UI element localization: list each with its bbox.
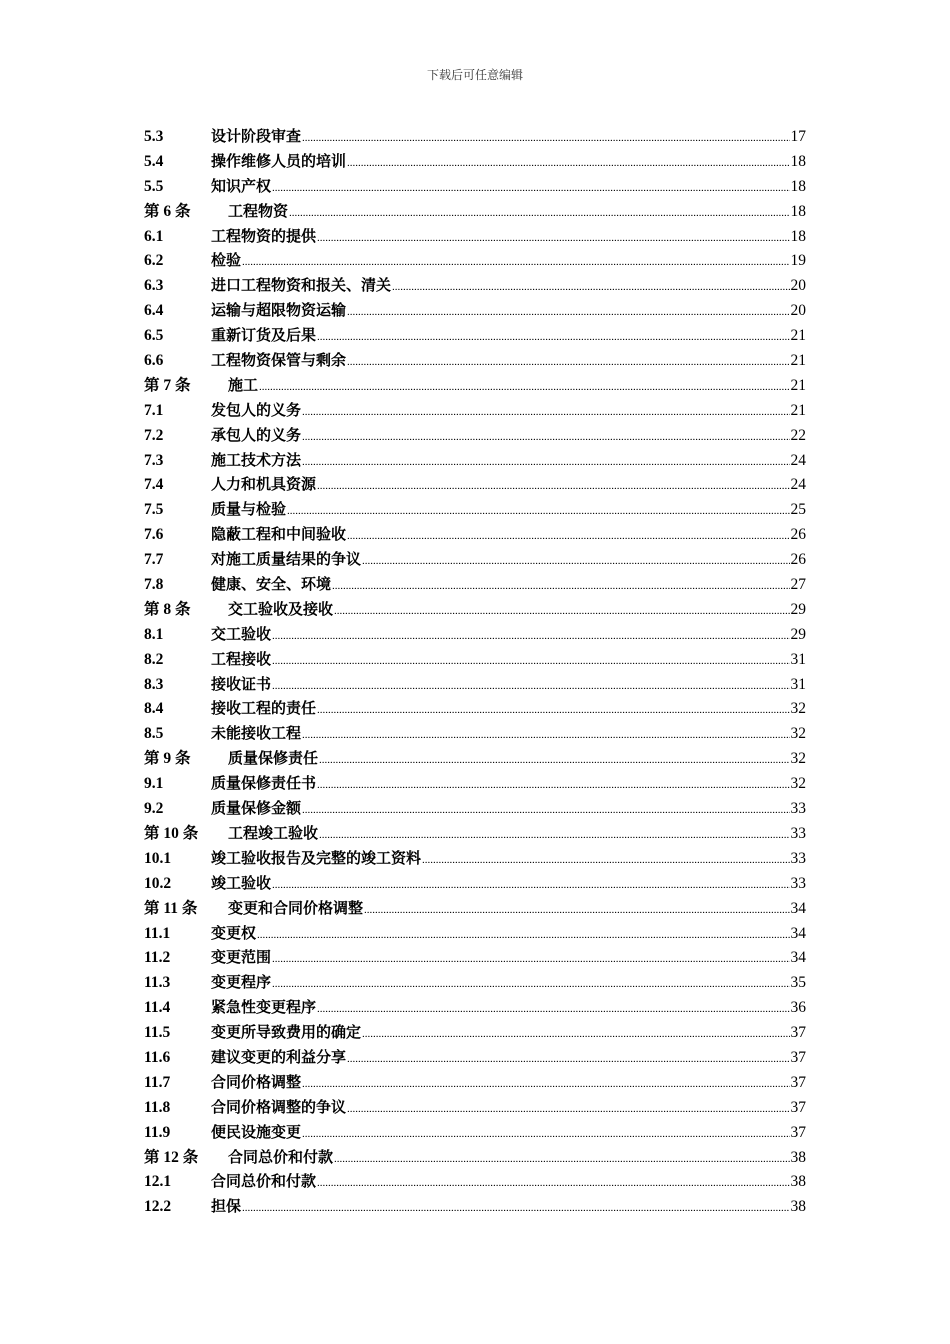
toc-dot-leader [302, 450, 789, 475]
toc-entry-page-number: 18 [790, 227, 806, 245]
toc-entry-number: 7.8 [144, 576, 164, 594]
toc-entry-page-number: 38 [790, 1148, 806, 1166]
toc-entry-title: 隐蔽工程和中间验收 [211, 525, 347, 544]
toc-entry[interactable] [144, 547, 806, 572]
toc-entry-number: 10.2 [144, 874, 172, 892]
toc-entry-number: 11.1 [144, 924, 171, 942]
toc-entry-page-number: 34 [790, 899, 806, 917]
toc-dot-leader [272, 674, 789, 699]
toc-entry[interactable] [144, 398, 806, 423]
toc-dot-leader [317, 474, 789, 499]
toc-entry[interactable] [144, 871, 806, 896]
toc-dot-leader [347, 524, 789, 549]
toc-entry-number: 6.5 [144, 327, 164, 345]
toc-entry-page-number: 31 [790, 675, 806, 693]
toc-dot-leader [317, 773, 789, 798]
toc-dot-leader [272, 176, 789, 201]
toc-entry-number: 11.5 [144, 1024, 171, 1042]
toc-dot-leader [242, 1196, 789, 1221]
toc-entry[interactable] [144, 448, 806, 473]
toc-entry-page-number: 36 [790, 999, 806, 1017]
toc-entry-title: 施工技术方法 [211, 450, 302, 469]
toc-dot-leader [347, 350, 789, 375]
toc-entry[interactable] [144, 696, 806, 721]
toc-entry[interactable] [144, 945, 806, 970]
toc-entry-title: 合同价格调整 [211, 1072, 302, 1091]
toc-dot-leader [302, 425, 789, 450]
toc-entry-page-number: 25 [790, 501, 806, 519]
toc-chapter-entry[interactable] [144, 746, 806, 771]
toc-entry-number: 8.3 [144, 675, 164, 693]
toc-entry-title: 合同总价和付款 [211, 1172, 317, 1191]
toc-entry-title: 竣工验收 [211, 873, 272, 892]
toc-entry-page-number: 38 [790, 1173, 806, 1191]
toc-chapter-entry[interactable] [144, 821, 806, 846]
toc-entry-page-number: 31 [790, 650, 806, 668]
toc-entry-title: 工程物资保管与剩余 [211, 351, 347, 370]
toc-entry[interactable] [144, 1095, 806, 1120]
toc-entry[interactable] [144, 771, 806, 796]
toc-entry-page-number: 26 [790, 526, 806, 544]
toc-entry-number: 7.3 [144, 451, 164, 469]
toc-dot-leader [272, 649, 789, 674]
toc-dot-leader [364, 898, 789, 923]
toc-entry-title: 知识产权 [211, 176, 272, 195]
toc-entry-page-number: 19 [790, 252, 806, 270]
toc-entry-number: 12.1 [144, 1173, 172, 1191]
toc-dot-leader [302, 1072, 789, 1097]
toc-entry-page-number: 33 [790, 824, 806, 842]
toc-entry-page-number: 32 [790, 775, 806, 793]
toc-dot-leader [362, 549, 789, 574]
toc-entry-number: 7.2 [144, 426, 164, 444]
toc-entry-page-number: 18 [790, 202, 806, 220]
toc-entry-page-number: 37 [790, 1048, 806, 1066]
toc-dot-leader [317, 997, 789, 1022]
toc-entry[interactable] [144, 921, 806, 946]
toc-entry[interactable] [144, 1194, 806, 1219]
toc-entry[interactable] [144, 1045, 806, 1070]
toc-entry-title: 变更程序 [211, 973, 272, 992]
toc-dot-leader [317, 226, 789, 251]
toc-entry-number: 第 7 条 [144, 376, 191, 394]
toc-entry-number: 第 8 条 [144, 600, 191, 618]
toc-entry-title: 重新订货及后果 [211, 326, 317, 345]
toc-chapter-entry[interactable] [144, 373, 806, 398]
toc-entry[interactable] [144, 1120, 806, 1145]
toc-entry[interactable] [144, 348, 806, 373]
toc-dot-leader [272, 972, 789, 997]
toc-dot-leader [302, 126, 789, 151]
toc-entry-page-number: 37 [790, 1024, 806, 1042]
toc-entry-title: 施工 [228, 375, 259, 394]
toc-entry-number: 11.4 [144, 999, 171, 1017]
toc-dot-leader [272, 624, 789, 649]
toc-entry[interactable] [144, 298, 806, 323]
toc-entry-title: 发包人的义务 [211, 400, 302, 419]
toc-entry-number: 第 6 条 [144, 202, 191, 220]
toc-dot-leader [272, 873, 789, 898]
toc-dot-leader [319, 823, 789, 848]
toc-entry-number: 5.5 [144, 177, 164, 195]
toc-entry-number: 8.4 [144, 700, 164, 718]
toc-entry-page-number: 32 [790, 750, 806, 768]
toc-entry-number: 7.1 [144, 401, 164, 419]
toc-entry-title: 变更所导致费用的确定 [211, 1023, 362, 1042]
toc-entry-title: 对施工质量结果的争议 [211, 550, 362, 569]
toc-entry-number: 5.3 [144, 128, 164, 145]
toc-entry-number: 5.4 [144, 152, 164, 170]
toc-entry-page-number: 21 [790, 327, 806, 345]
toc-entry-title: 质量保修责任 [228, 749, 319, 768]
toc-dot-leader [272, 947, 789, 972]
toc-entry[interactable] [144, 622, 806, 647]
toc-entry[interactable] [144, 522, 806, 547]
toc-dot-leader [317, 1171, 789, 1196]
toc-entry-title: 人力和机具资源 [211, 475, 317, 494]
toc-chapter-entry[interactable] [144, 896, 806, 921]
toc-entry-number: 8.2 [144, 650, 164, 668]
toc-entry[interactable] [144, 572, 806, 597]
toc-dot-leader [317, 698, 789, 723]
toc-entry-title: 交工验收及接收 [228, 599, 334, 618]
toc-entry-number: 11.6 [144, 1048, 171, 1066]
toc-entry-page-number: 35 [790, 974, 806, 992]
toc-entry-number: 第 9 条 [144, 750, 191, 768]
toc-entry[interactable] [144, 423, 806, 448]
toc-dot-leader [332, 574, 789, 599]
toc-entry-title: 工程物资的提供 [211, 226, 317, 245]
toc-entry-number: 7.5 [144, 501, 164, 519]
toc-entry-number: 8.1 [144, 625, 164, 643]
toc-dot-leader [334, 1147, 789, 1172]
toc-dot-leader [302, 798, 789, 823]
toc-entry-page-number: 18 [790, 177, 806, 195]
toc-dot-leader [317, 325, 789, 350]
toc-dot-leader [334, 599, 789, 624]
toc-entry[interactable] [144, 124, 806, 149]
toc-entry-number: 7.4 [144, 476, 164, 494]
toc-entry-number: 6.4 [144, 302, 164, 320]
toc-entry-title: 变更范围 [211, 948, 272, 967]
toc-entry-page-number: 20 [790, 277, 806, 295]
toc-entry-title: 接收工程的责任 [211, 699, 317, 718]
toc-dot-leader [347, 151, 789, 176]
toc-dot-leader [319, 748, 789, 773]
toc-entry-number: 第 10 条 [144, 824, 199, 842]
toc-entry-number: 9.1 [144, 775, 164, 793]
toc-dot-leader [259, 375, 789, 400]
toc-entry-title: 交工验收 [211, 624, 272, 643]
toc-entry-page-number: 29 [790, 600, 806, 618]
toc-entry-page-number: 20 [790, 302, 806, 320]
toc-dot-leader [422, 848, 789, 873]
toc-entry[interactable] [144, 995, 806, 1020]
toc-entry-title: 操作维修人员的培训 [211, 151, 347, 170]
toc-entry-number: 第 12 条 [144, 1148, 199, 1166]
toc-entry-number: 6.1 [144, 227, 164, 245]
toc-entry-title: 便民设施变更 [211, 1122, 302, 1141]
toc-dot-leader [289, 201, 789, 226]
toc-entry-page-number: 37 [790, 1073, 806, 1091]
toc-entry-number: 11.7 [144, 1073, 171, 1091]
toc-entry-page-number: 38 [790, 1198, 806, 1216]
toc-entry-title: 变更权 [211, 923, 257, 942]
toc-entry-title: 运输与超限物资运输 [211, 301, 347, 320]
toc-entry[interactable] [144, 472, 806, 497]
table-of-contents [144, 124, 806, 1219]
toc-entry-page-number: 32 [790, 700, 806, 718]
toc-entry-page-number: 34 [790, 949, 806, 967]
toc-entry[interactable] [144, 721, 806, 746]
toc-entry-title: 合同总价和付款 [228, 1147, 334, 1166]
toc-entry-title: 质量保修责任书 [211, 774, 317, 793]
toc-entry-title: 接收证书 [211, 674, 272, 693]
toc-entry-page-number: 33 [790, 874, 806, 892]
toc-entry-title: 健康、安全、环境 [211, 575, 332, 594]
toc-entry-number: 6.6 [144, 352, 164, 370]
toc-entry-title: 工程竣工验收 [228, 823, 319, 842]
toc-entry-title: 合同价格调整的争议 [211, 1097, 347, 1116]
toc-entry-title: 变更和合同价格调整 [228, 898, 364, 917]
toc-entry-page-number: 22 [790, 426, 806, 444]
toc-entry-title: 建议变更的利益分享 [211, 1047, 347, 1066]
page-header: 下载后可任意编辑 [426, 68, 523, 82]
toc-entry[interactable] [144, 1070, 806, 1095]
toc-dot-leader [347, 1047, 789, 1072]
toc-entry-page-number: 21 [790, 352, 806, 370]
toc-entry-title: 未能接收工程 [211, 724, 302, 743]
toc-entry-page-number: 21 [790, 376, 806, 394]
toc-dot-leader [347, 300, 789, 325]
toc-entry-number: 6.3 [144, 277, 164, 295]
toc-entry-title: 设计阶段审查 [211, 127, 302, 145]
toc-entry[interactable] [144, 273, 806, 298]
toc-entry-page-number: 33 [790, 849, 806, 867]
toc-entry-title: 担保 [211, 1197, 242, 1216]
toc-dot-leader [287, 499, 789, 524]
toc-entry[interactable] [144, 846, 806, 871]
toc-entry-page-number: 21 [790, 401, 806, 419]
toc-entry-page-number: 32 [790, 725, 806, 743]
toc-entry[interactable] [144, 970, 806, 995]
toc-entry-page-number: 24 [790, 451, 806, 469]
toc-entry-page-number: 17 [790, 128, 806, 145]
toc-entry[interactable] [144, 672, 806, 697]
toc-entry-page-number: 26 [790, 551, 806, 569]
toc-entry-number: 9.2 [144, 800, 164, 818]
toc-entry-page-number: 29 [790, 625, 806, 643]
toc-entry-page-number: 37 [790, 1098, 806, 1116]
toc-entry-title: 质量保修金额 [211, 799, 302, 818]
toc-entry-title: 竣工验收报告及完整的竣工资料 [211, 848, 422, 867]
toc-entry-number: 11.8 [144, 1098, 171, 1116]
toc-dot-leader [347, 1097, 789, 1122]
toc-entry-number: 6.2 [144, 252, 164, 270]
toc-entry[interactable] [144, 647, 806, 672]
toc-entry-page-number: 33 [790, 800, 806, 818]
toc-entry-page-number: 37 [790, 1123, 806, 1141]
toc-dot-leader [302, 1122, 789, 1147]
toc-entry-title: 进口工程物资和报关、清关 [211, 276, 392, 295]
toc-entry-number: 11.9 [144, 1123, 171, 1141]
toc-entry[interactable] [144, 224, 806, 249]
toc-entry-number: 7.7 [144, 551, 164, 569]
toc-dot-leader [257, 923, 789, 948]
toc-entry-number: 10.1 [144, 849, 172, 867]
toc-entry-page-number: 18 [790, 152, 806, 170]
toc-dot-leader [362, 1022, 789, 1047]
toc-entry[interactable] [144, 248, 806, 273]
toc-entry-title: 紧急性变更程序 [211, 998, 317, 1017]
toc-entry-page-number: 34 [790, 924, 806, 942]
toc-dot-leader [302, 723, 789, 748]
toc-entry-number: 7.6 [144, 526, 164, 544]
toc-dot-leader [392, 275, 789, 300]
toc-entry-title: 工程接收 [211, 649, 272, 668]
toc-entry-number: 11.2 [144, 949, 171, 967]
toc-entry[interactable] [144, 796, 806, 821]
toc-entry-title: 检验 [211, 251, 242, 270]
toc-chapter-entry[interactable] [144, 597, 806, 622]
toc-entry[interactable] [144, 1020, 806, 1045]
toc-entry-number: 12.2 [144, 1198, 172, 1216]
toc-entry[interactable] [144, 497, 806, 522]
toc-entry-number: 第 11 条 [144, 899, 198, 917]
toc-dot-leader [302, 400, 789, 425]
toc-entry-title: 质量与检验 [211, 500, 287, 519]
toc-entry-title: 工程物资 [228, 201, 289, 220]
toc-dot-leader [242, 250, 789, 275]
toc-entry-page-number: 24 [790, 476, 806, 494]
toc-entry-page-number: 27 [790, 576, 806, 594]
toc-entry[interactable] [144, 323, 806, 348]
toc-chapter-entry[interactable] [144, 199, 806, 224]
toc-entry[interactable] [144, 149, 806, 174]
toc-chapter-entry[interactable] [144, 1145, 806, 1170]
toc-entry[interactable] [144, 174, 806, 199]
toc-entry[interactable] [144, 1169, 806, 1194]
toc-entry-number: 8.5 [144, 725, 164, 743]
toc-entry-title: 承包人的义务 [211, 425, 302, 444]
toc-entry-number: 11.3 [144, 974, 171, 992]
